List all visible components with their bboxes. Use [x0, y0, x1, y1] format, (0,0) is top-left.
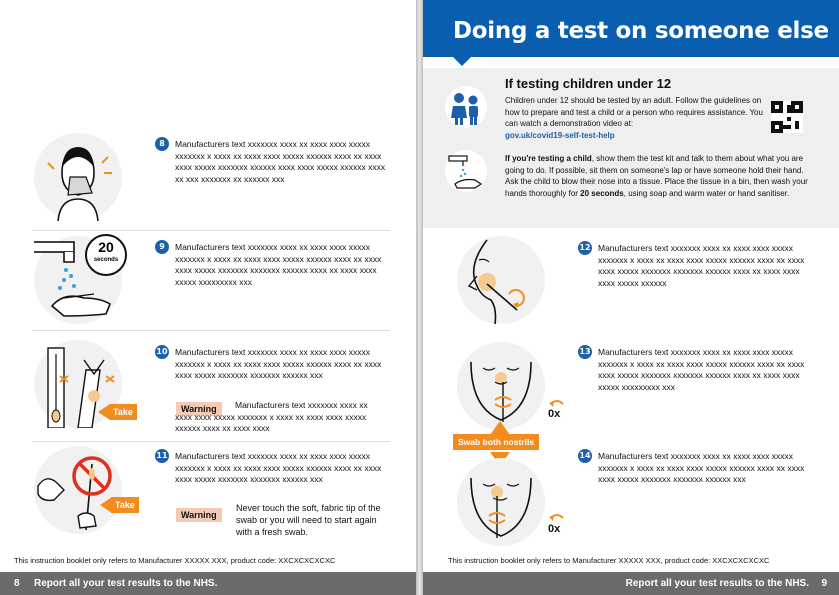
child-testing-paragraph [505, 153, 815, 199]
step-13-text: Manufacturers text xxxxxxx xxxx xx xxxx xxxx xxxxx xxxxxxx x xxxx xx xxxx xxxx xxxxx xxxxxx xxxx xx xxxx xxxx xxxxx xxxxxxx xxxxxxx xxxxxx xxxx xx xxxx xxxx xxxxx xxxxxxxxx xxx [598, 347, 805, 392]
step-number: 8 [155, 137, 169, 151]
divider [32, 230, 390, 231]
step-number: 14 [578, 449, 592, 463]
swab-nostril-profile-icon [457, 236, 545, 324]
child-testing-bold: If you're testing a child [505, 154, 592, 163]
footer-bar [423, 572, 839, 595]
divider [32, 441, 390, 442]
timer-value: 20 [98, 239, 114, 255]
page-number: 8 [14, 578, 20, 589]
step-number: 12 [578, 241, 592, 255]
step-13-illustration [457, 342, 545, 430]
page-number: 9 [821, 578, 827, 589]
page-right [423, 0, 839, 595]
header-notch [453, 57, 471, 66]
child-testing-end: , using soap and warm water or hand sanitiser. [623, 188, 790, 198]
warning-badge: Warning [176, 508, 222, 522]
footer-bar [0, 572, 416, 595]
footer-text: Report all your test results to the NHS. [625, 578, 809, 589]
step-number: 13 [578, 345, 592, 359]
demo-video-link[interactable]: gov.uk/covid19-self-test-help [505, 130, 615, 140]
hand-wash-icon [445, 150, 487, 192]
step-10-warning-text: Manufacturers text xxxxxxx xxxx xx xxxx xxxx xxxxx xxxxxxx x xxxx xx xxxx xxxx xxxxx xxxxxx xxxx xx xxxx xxxx [175, 400, 368, 433]
children-heading: If testing children under 12 [505, 76, 672, 91]
children-paragraph [505, 95, 767, 141]
swab-nostril-front-icon [457, 342, 545, 430]
step-10-text: Manufacturers text xxxxxxx xxxx xx xxxx xxxx xxxxx xxxxxxx x xxxx xx xxxx xxxx xxxxx xxxxxx xxxx xx xxxx xxxx xxxxx xxxxxxx xxxxxxx xxxxxx xxx [175, 347, 382, 380]
step-11-illustration [34, 446, 122, 534]
timer-unit: seconds [93, 257, 119, 263]
spine [416, 0, 423, 595]
step-number: 11 [155, 449, 169, 463]
rotation-count: 0x [548, 408, 561, 420]
blow-nose-icon [34, 133, 122, 221]
swab-both-nostrils-label: Swab both nostrils [453, 434, 539, 450]
step-9-text: Manufacturers text xxxxxxx xxxx xx xxxx xxxx xxxxx xxxxxxx x xxxx xx xxxx xxxx xxxxx xxxxxx xxxx xx xxxx xxxx xxxxx xxxxxxx xxxxxxx xxxxxx xxxx xx xxxx xxxx xxxxx xxxxxxxxx xxx [175, 242, 382, 287]
step-11-text: Manufacturers text xxxxxxx xxxx xx xxxx xxxx xxxxx xxxxxxx x xxxx xx xxxx xxxx xxxxx xxxxxx xxxx xx xxxx xxxx xxxxx xxxxxxx xxxxxxx xxxxxx xxx [175, 451, 382, 484]
step-11-warning-text: Never touch the soft, fabric tip of the swab or you will need to start again with a fresh swab. [236, 503, 381, 537]
step-14-text: Manufacturers text xxxxxxx xxxx xx xxxx xxxx xxxxx xxxxxxx x xxxx xx xxxx xxxx xxxxx xxxxxx xxxx xx xxxx xxxx xxxxx xxxxxxx xxxxxxx xxxxxx xxx [598, 451, 805, 484]
rotation-count: 0x [548, 523, 561, 535]
children-icon [445, 86, 487, 128]
step-14-illustration [457, 458, 545, 546]
step-12-illustration [457, 236, 545, 324]
step-12-text: Manufacturers text xxxxxxx xxxx xx xxxx xxxx xxxxx xxxxxxx x xxxx xx xxxx xxxx xxxxx xxxxxx xxxx xx xxxx xxxx xxxxx xxxxxxx xxxxxxx xxxxxx xxxx xx xxxx xxxx xxxx xxxxx xxxxxx [598, 243, 805, 288]
footer-text: Report all your test results to the NHS. [34, 578, 218, 589]
page-title: Doing a test on someone else [453, 18, 829, 44]
qr-code[interactable] [771, 101, 803, 133]
child-testing-text: , show them the test kit and talk to them about what you are going to do. If possible, sit them on someone's lap or have someone hold their hand. Ask the child to blow their nose into a tissue. Place the tissue in a bin, then wash your hands thoroughly for [505, 154, 808, 198]
take-care-label: Take care [111, 497, 139, 513]
arrow-up-icon [490, 421, 510, 435]
children-para1: Children under 12 should be tested by an adult. Follow the guidelines on how to prepare and test a child or a person who requires assistance. You can watch a demonstration video at: [505, 96, 763, 128]
divider [32, 330, 390, 331]
child-testing-duration: 20 seconds [580, 188, 624, 198]
timer-20-seconds [85, 234, 127, 276]
page-left [0, 0, 416, 595]
step-8-illustration [34, 133, 122, 221]
take-care-label: Take care [109, 404, 137, 420]
swab-other-nostril-icon [457, 458, 545, 546]
rotate-icon [549, 512, 565, 522]
warning-badge: Warning [176, 402, 222, 416]
step-number: 10 [155, 345, 169, 359]
product-note: This instruction booklet only refers to Manufacturer XXXXX XXX, product code: XXCXCXCXCXC [448, 556, 770, 565]
step-8-text: Manufacturers text xxxxxxx xxxx xx xxxx xxxx xxxxx xxxxxxx x xxxx xx xxxx xxxx xxxxx xxxxxx xxxx xx xxxx xxxx xxxxx xxxxxxx xxxxxx xxxx xxxx xxxxx xxxxxx xxxx xx xxx xxxxxxx xx xxxxxx xxx [175, 139, 386, 184]
do-not-touch-swab-icon [34, 446, 122, 534]
step-number: 9 [155, 240, 169, 254]
product-note: This instruction booklet only refers to Manufacturer XXXXX XXX, product code: XXCXCXCXCXC [14, 556, 336, 565]
rotate-icon [549, 398, 565, 408]
